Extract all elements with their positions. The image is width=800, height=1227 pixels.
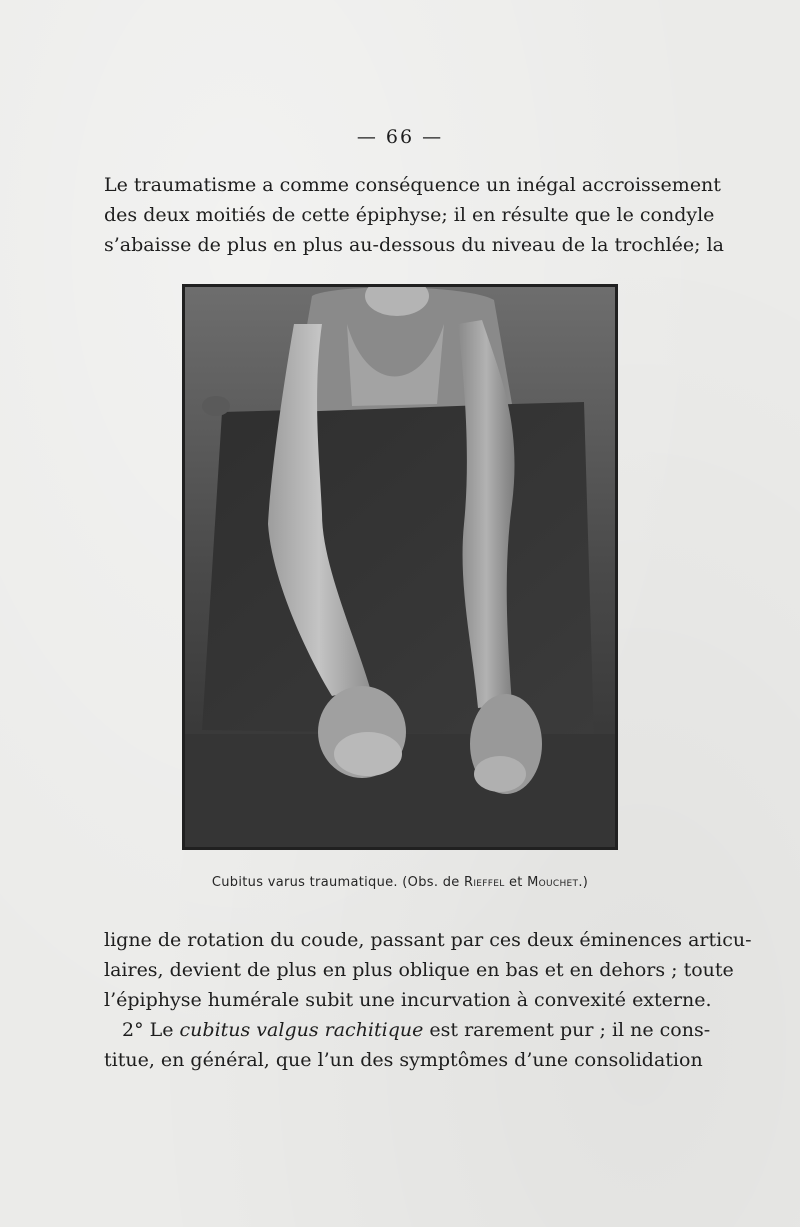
text-line: s’abaisse de plus en plus au-dessous du niveau de la trochlée; la xyxy=(104,234,724,256)
text-line: laires, devient de plus en plus oblique en bas et en dehors ; toute xyxy=(104,959,734,981)
caption-obs-open: (Obs. de xyxy=(402,875,464,890)
caption-conjunction: et xyxy=(504,875,528,890)
text-line-numbered xyxy=(104,1015,711,1045)
text-line: ligne de rotation du coude, passant par ces deux éminences articu- xyxy=(104,929,752,951)
text-line: des deux moitiés de cette épiphyse; il en résulte que le condyle xyxy=(104,204,715,226)
italic-term: cubitus valgus rachitique xyxy=(179,1019,424,1041)
caption-close: .) xyxy=(578,875,589,890)
paragraph-top xyxy=(104,170,724,260)
text-fragment: est rarement pur ; il ne cons- xyxy=(423,1019,711,1041)
text-line: Le traumatisme a comme conséquence un inégal accroissement xyxy=(104,174,721,196)
photograph-illustration xyxy=(182,284,618,850)
caption-author-mouchet: Mouchet xyxy=(527,875,579,890)
caption-author-rieffel: Rieffel xyxy=(463,875,505,890)
text-line: l’épiphyse humérale subit une incurvation à convexité externe. xyxy=(104,989,712,1011)
caption-title: Cubitus varus traumatique. xyxy=(211,875,398,890)
figure-photograph xyxy=(182,284,618,850)
text-line: titue, en général, que l’un des symptômes d’une consolidation xyxy=(104,1049,703,1071)
item-number: 2° Le xyxy=(122,1019,180,1041)
paragraph-bottom xyxy=(104,925,752,1075)
page-number: — 66 — xyxy=(356,126,444,148)
figure-caption xyxy=(0,875,800,890)
